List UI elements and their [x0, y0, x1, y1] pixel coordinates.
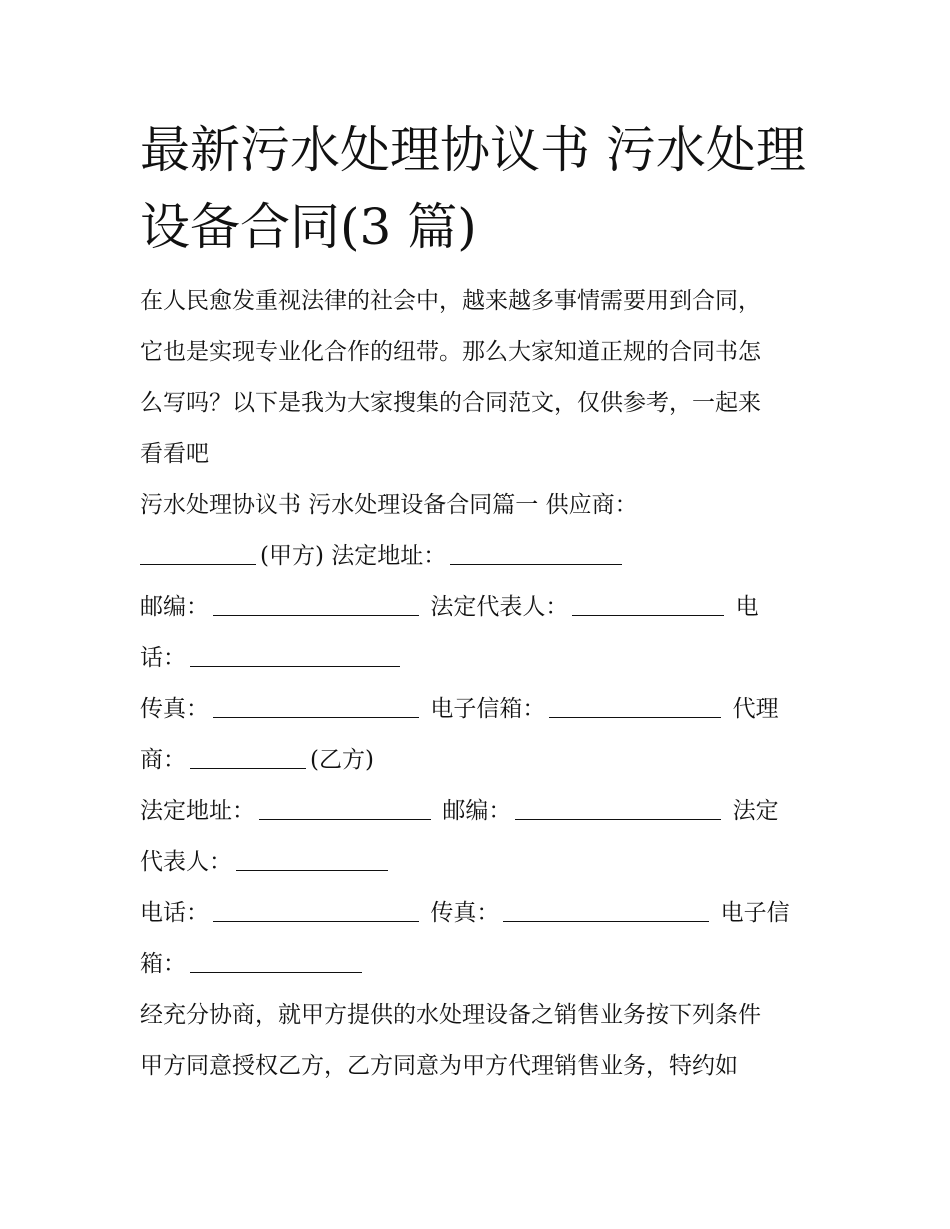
intro-line: 么写吗？以下是我为大家搜集的合同范文，仅供参考，一起来 — [140, 390, 761, 416]
party-b-name-line — [140, 735, 830, 786]
party-a-phone-line — [140, 633, 830, 684]
party-b-rep-label: 法定 — [732, 798, 779, 824]
intro-line: 它也是实现专业化合作的纽带。那么大家知道正规的合同书怎 — [140, 339, 761, 365]
party-b-phone-label: 电话： — [140, 900, 209, 926]
agent-label: 代理 — [732, 696, 779, 722]
party-a-phone-label: 话： — [140, 645, 186, 671]
party-a-fax-label: 传真： — [140, 696, 209, 722]
party-b-email-label: 箱： — [140, 951, 186, 977]
party-a-fax-line — [140, 684, 830, 735]
party-a-phone-blank — [190, 642, 400, 667]
title-line: 最新污水处理协议书 污水处理 — [140, 121, 806, 179]
party-b-postcode-label: 邮编： — [442, 798, 512, 824]
party-b-email-line — [140, 939, 830, 990]
party-b-tag: (乙方) — [310, 747, 374, 773]
title-line: 设备合同(3 篇) — [140, 198, 477, 256]
party-a-address-blank — [450, 540, 622, 565]
party-b-email-label: 电子信 — [720, 900, 790, 926]
party-b-rep-blank — [236, 846, 388, 871]
party-a-postcode-label: 邮编： — [140, 594, 209, 620]
party-a-postcode-line — [140, 582, 830, 633]
party-b-fax-blank — [503, 897, 709, 922]
document-title — [140, 112, 830, 266]
document-body — [140, 276, 830, 1092]
closing-line: 甲方同意授权乙方，乙方同意为甲方代理销售业务，特约如 — [140, 1053, 738, 1079]
intro-line: 看看吧 — [140, 441, 209, 467]
section-heading: 污水处理协议书 污水处理设备合同篇一 供应商： — [140, 492, 638, 518]
party-b-address-blank — [259, 795, 431, 820]
party-a-rep-label: 法定代表人： — [430, 594, 569, 620]
party-a-email-blank — [549, 693, 721, 718]
party-b-email-blank — [190, 948, 362, 973]
closing-line: 经充分协商，就甲方提供的水处理设备之销售业务按下列条件 — [140, 1002, 761, 1028]
party-a-address-label: 法定地址： — [331, 543, 447, 569]
party-a-tag: (甲方) — [260, 543, 324, 569]
party-b-address-line — [140, 786, 830, 837]
party-a-email-label: 电子信箱： — [430, 696, 546, 722]
party-b-fax-label: 传真： — [430, 900, 500, 926]
party-a-rep-blank — [572, 591, 724, 616]
party-b-phone-blank — [213, 897, 419, 922]
party-b-rep-line — [140, 837, 830, 888]
party-a-name-line — [140, 531, 830, 582]
party-a-postcode-blank — [213, 591, 419, 616]
party-b-address-label: 法定地址： — [140, 798, 255, 824]
party-b-phone-line — [140, 888, 830, 939]
agent-label: 商： — [140, 747, 186, 773]
party-b-name-blank — [190, 744, 306, 769]
intro-line: 在人民愈发重视法律的社会中，越来越多事情需要用到合同， — [140, 288, 761, 314]
party-b-postcode-blank — [515, 795, 721, 820]
party-a-phone-label: 电 — [735, 594, 759, 620]
party-b-rep-label: 代表人： — [140, 849, 232, 875]
party-a-fax-blank — [213, 693, 419, 718]
party-a-name-blank — [140, 540, 256, 565]
